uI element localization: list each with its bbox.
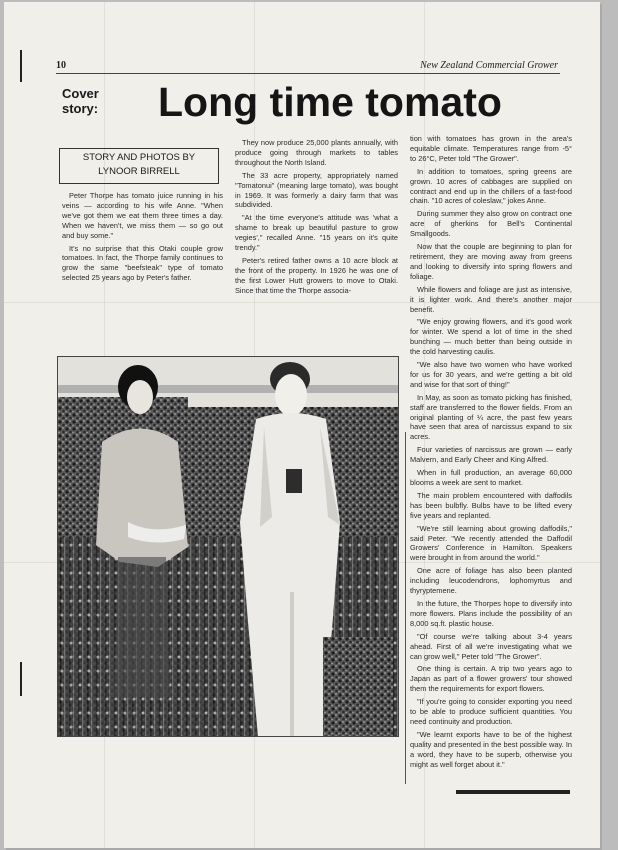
- article-paragraph: In the future, the Thorpes hope to diversify into more flowers. Plans include the possibility of an 8,000 sq.ft. plastic house.: [410, 598, 572, 628]
- article-paragraph: "We're still learning about growing daffodils," said Peter. "We recently attended the Daffodil Growers' Conference in Hamilton. Speakers were brought in from around the world.": [410, 523, 572, 563]
- article-paragraph: Peter's retired father owns a 10 acre block at the front of the property. In 1926 he was one of the first Lower Hutt growers to move to Otaki. Since that time the Thorpe associa-: [235, 255, 398, 295]
- article-paragraph: "If you're going to consider exporting you need to be able to produce sufficient quantities. You need continuity and production.: [410, 697, 572, 726]
- article-paragraph: While flowers and foliage are just as intensive, it is lighter work. And there's another major benefit.: [410, 284, 572, 314]
- article-paragraph: One acre of foliage has also been planted including leucodendrons, lophomyrtus and thyryptemene.: [410, 566, 572, 596]
- article-paragraph: It's no surprise that this Otaki couple grow tomatoes. In fact, the Thorpe family continues to grow the same "beefsteak" type of tomato selected 25 years ago by Peter's father.: [62, 243, 223, 283]
- article-paragraph: "We enjoy growing flowers, and it's good work for winter. We spend a lot of time in the shed bunching — much better than being outside in the cold harvesting caulis.: [410, 317, 572, 357]
- article-column-2: [235, 138, 398, 299]
- article-paragraph: One thing is certain. A trip two years ago to Japan as part of a flower growers' tour showed them the requirements for export flowers.: [410, 664, 572, 694]
- column-rule: [405, 432, 406, 784]
- publication-name: New Zealand Commercial Grower: [420, 60, 558, 71]
- bottom-rule: [456, 790, 570, 794]
- margin-mark: [20, 662, 22, 696]
- article-column-3: [410, 134, 572, 772]
- article-paragraph: In May, as soon as tomato picking has finished, staff are transferred to the flower fields. From an original planting of ¼ acre, the past few years have seen that area of narcissus expand to six acres.: [410, 392, 572, 442]
- article-paragraph: "Of course we're talking about 3-4 years ahead. First of all we're investigating what we can grow well," Peter told "The Grower".: [410, 631, 572, 661]
- article-paragraph: The 33 acre property, appropriately named "Tomatonui" (meaning large tomato), was bought in 1969. It was formerly a dairy farm that was subdivided.: [235, 170, 398, 210]
- margin-mark: [20, 50, 22, 82]
- article-paragraph: "We also have two women who have worked for us for 30 years, and we're getting a bit old and wise for that sort of thing!": [410, 360, 572, 389]
- header-rule: [56, 73, 560, 74]
- photo-tomato-growers: [57, 356, 399, 737]
- article-paragraph: Four varieties of narcissus are grown — early Malvern, and Early Cheer and King Alfred.: [410, 445, 572, 465]
- newspaper-page: [4, 2, 600, 848]
- article-paragraph: In addition to tomatoes, spring greens are grown. 10 acres of cabbages are supplied on contract and end up in the chillers of a fast-food chain. "10 acres of coleslaw," jokes Anne.: [410, 166, 572, 206]
- page-number: 10: [56, 60, 66, 71]
- article-paragraph: Peter Thorpe has tomato juice running in his veins — according to his wife Anne. "When we've got them we eat them three times a day. When we haven't, we miss them — so go out and buy some.": [62, 191, 223, 240]
- article-paragraph: When in full production, an average 60,000 blooms a week are sent to market.: [410, 468, 572, 487]
- article-paragraph: tion with tomatoes has grown in the area's equitable climate. Temperatures range from -5° to 26°C, Peter told "The Grower".: [410, 134, 572, 163]
- cover-story-label: Cover story:: [62, 86, 99, 116]
- byline-box: STORY AND PHOTOS BY LYNOOR BIRRELL: [59, 148, 219, 184]
- article-paragraph: During summer they also grow on contract one acre of gherkins for Bell's Continental Smallgoods.: [410, 209, 572, 239]
- article-column-1: [62, 191, 223, 286]
- article-paragraph: "We learnt exports have to be of the highest quality and presented in the best possible way. In a word, they have to be superb, otherwise you might as well forget about it.": [410, 729, 572, 769]
- headline: Long time tomato: [158, 79, 502, 125]
- article-paragraph: They now produce 25,000 plants annually, with produce going through markets to tables throughout the North Island.: [235, 138, 398, 167]
- article-paragraph: Now that the couple are beginning to plan for retirement, they are moving away from greens and looking to diversify into spring flowers and foliage.: [410, 242, 572, 281]
- article-paragraph: The main problem encountered with daffodils has been bulbfly. Bulbs have to be lifted every five years and replanted.: [410, 490, 572, 520]
- article-paragraph: "At the time everyone's attitude was 'what a shame to break up beautiful pasture to grow vegies'," recalled Anne. "15 years on it's quite trendy.": [235, 213, 398, 253]
